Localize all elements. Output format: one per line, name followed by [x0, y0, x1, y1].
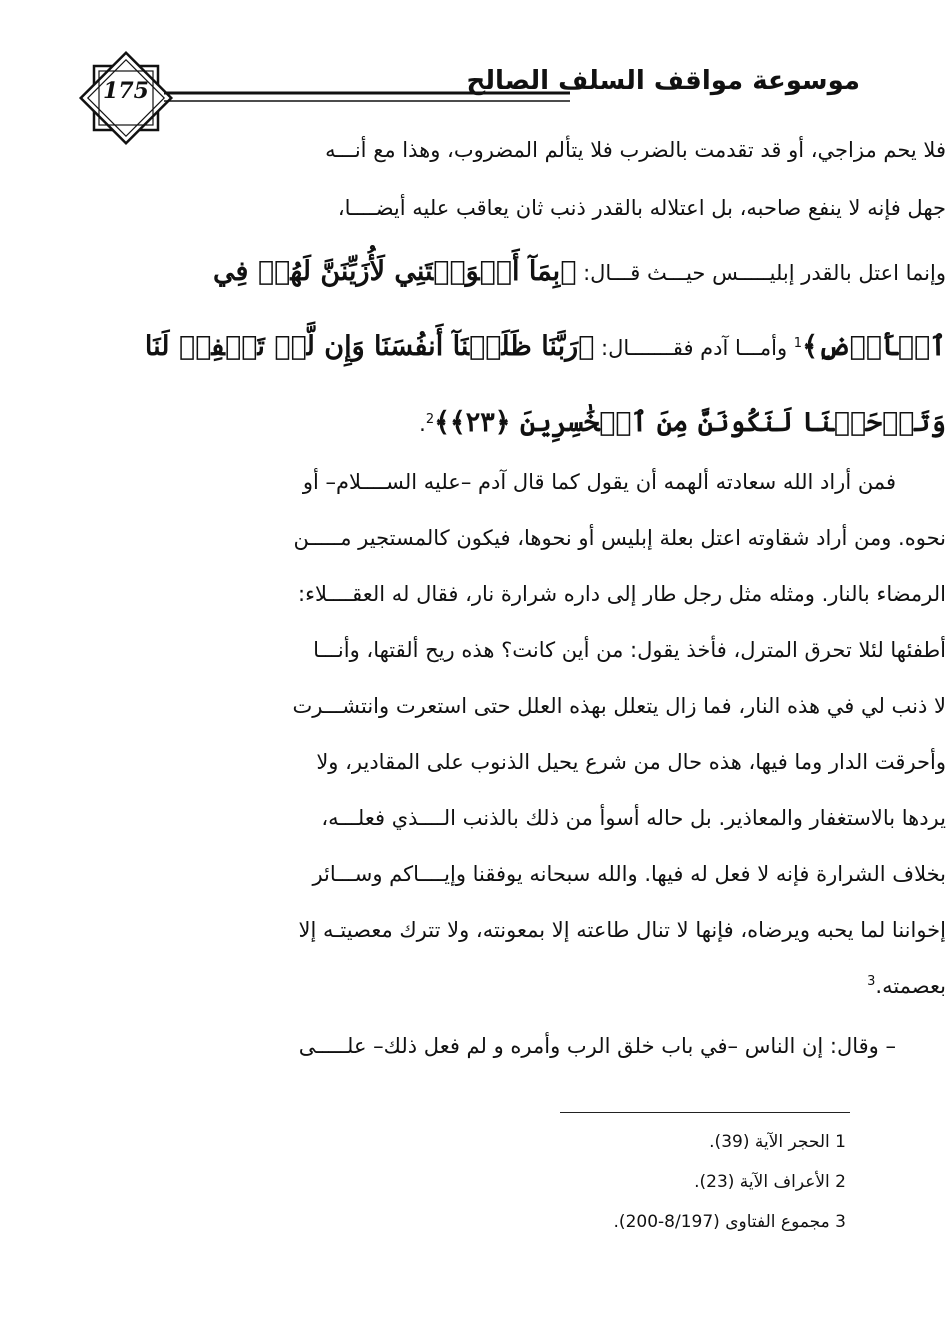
series-title: موسوعة مواقف السلف الصالح — [466, 66, 860, 96]
body-line: فمن أراد الله سعادته ألهمه أن يقول كما قال آدم –عليه الســــلام– أو — [302, 470, 896, 494]
footnote-divider — [560, 1112, 850, 1113]
body-line: فلا يحم مزاجي، أو قد تقدمت بالضرب فلا يتألم المضروب، وهذا مع أنـــه — [325, 138, 946, 162]
body-line-mixed — [200, 244, 946, 300]
body-line: لا ذنب لي في هذه النار، فما زال يتعلل بهذه العلل حتى استعرت وانتشـــرت — [292, 694, 946, 718]
footnote-ref: 1 — [793, 336, 803, 351]
body-line: إخواننا لما يحبه ويرضاه، فإنها لا تنال طاعته إلا بمعونته، ولا تترك معصيتـه إلا — [298, 918, 946, 942]
quran-verse: ﴿بِمَآ أَغۡوَيۡتَنِي لَأُزَيِّنَنَّ لَهُمۡ فِي — [213, 256, 577, 287]
footnote-item — [346, 1168, 846, 1196]
body-text-span: بعصمته. — [875, 974, 946, 998]
quran-verse: ﴿رَبَّنَا ظَلَمۡنَآ أَنفُسَنَا وَإِن لَّمۡ تَغۡفِرۡ لَنَا — [144, 331, 595, 362]
footnote-number: 3 — [835, 1212, 846, 1232]
body-line-mixed: وَتَرۡحَمۡنَا لَنَكُونَنَّ مِنَ ٱلۡخَٰسِرِينَ ﴿٢٣﴾﴾$^2$. — [419, 407, 946, 438]
footnote-number: 2 — [835, 1172, 846, 1192]
body-line: وأحرقت الدار وما فيها، هذه حال من شرع يحيل الذنوب على المقادير، ولا — [316, 750, 946, 774]
body-line: – وقال: إن الناس –في باب خلق الرب وأمره و لم فعل ذلك– علـــــى — [298, 1034, 896, 1058]
footnote-ref: 2 — [425, 412, 435, 427]
footnote-ref: 3 — [867, 974, 876, 989]
footnote-text: الأعراف الآية (23). — [694, 1172, 830, 1192]
footnote-text: الحجر الآية (39). — [709, 1132, 830, 1152]
body-line: الرمضاء بالنار. ومثله مثل رجل طار إلى داره شرارة نار، فقال له العقــــلاء: — [298, 582, 946, 606]
footnote-text: مجموع الفتاوى (8/197-200). — [613, 1212, 830, 1232]
body-line: أطفئها لئلا تحرق المترل، فأخذ يقول: من أين كانت؟ هذه ريح ألقتها، وأنـــا — [313, 638, 946, 662]
footnote-item — [346, 1208, 846, 1236]
body-text-span: وإنما اعتل بالقدر إبليـــــس حيـــث قـــال: — [583, 261, 946, 285]
page-number: 175 — [103, 78, 149, 104]
quran-verse: وَتَرۡحَمۡنَا لَنَكُونَنَّ مِنَ ٱلۡخَٰسِرِينَ ﴿٢٣﴾﴾ — [434, 407, 946, 438]
footnote-item — [346, 1128, 846, 1156]
body-line: بخلاف الشرارة فإنه لا فعل له فيها. والله سبحانه يوفقنا وإيــــاكم وســـائر — [312, 862, 946, 886]
body-line — [200, 962, 946, 1002]
body-line-mixed — [144, 316, 946, 372]
body-line: جهل فإنه لا ينفع صاحبه، بل اعتلاله بالقدر ذنب ثان يعاقب عليه أيضــــا، — [337, 196, 946, 220]
body-text-span: وأمـــا آدم فقـــــــال: — [601, 336, 788, 360]
body-line: يردها بالاستغفار والمعاذير. بل حاله أسوأ من ذلك بالذنب الــــذي فعلـــه، — [321, 806, 946, 830]
footnote-number: 1 — [835, 1132, 846, 1152]
quran-verse: ٱلۡأَرۡضِ﴾ — [802, 331, 946, 362]
body-line: نحوه. ومن أراد شقاوته اعتل بعلة إبليس أو نحوها، فيكون كالمستجير مـــــن — [293, 526, 946, 550]
